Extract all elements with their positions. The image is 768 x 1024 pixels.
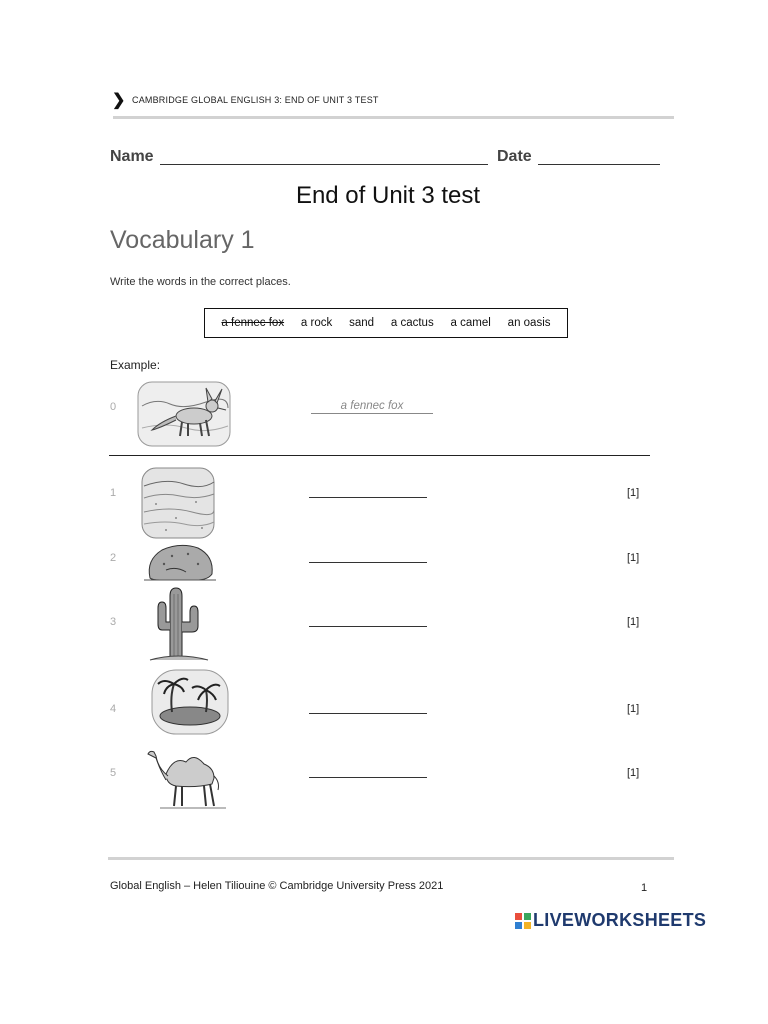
footer-credit: Global English – Helen Tiliouine © Cambridge University Press 2021 <box>110 880 444 892</box>
answer-field[interactable] <box>309 497 427 498</box>
example-answer: a fennec fox <box>311 400 433 414</box>
example-label: Example: <box>110 358 161 372</box>
header-divider <box>113 116 674 119</box>
word-bank-item: sand <box>349 317 375 329</box>
question-number: 0 <box>110 401 117 413</box>
page-number: 1 <box>641 882 648 894</box>
answer-field[interactable] <box>309 562 427 563</box>
section-title: Vocabulary 1 <box>110 226 255 254</box>
series-title: CAMBRIDGE GLOBAL ENGLISH 3: END OF UNIT 3 TEST <box>132 95 379 105</box>
rock-picture <box>136 540 220 584</box>
fennec-fox-picture <box>136 372 232 448</box>
word-bank-item: a rock <box>300 317 333 329</box>
mark-label: [1] <box>627 487 640 499</box>
date-label: Date <box>497 148 532 165</box>
oasis-picture <box>136 666 232 738</box>
answer-field[interactable] <box>309 777 427 778</box>
word-bank-item: an oasis <box>507 317 551 329</box>
answer-field[interactable] <box>309 626 427 627</box>
word-bank <box>204 308 568 338</box>
section-divider <box>109 455 650 456</box>
camel-picture <box>136 742 232 810</box>
date-field[interactable] <box>538 164 660 165</box>
mark-label: [1] <box>627 767 640 779</box>
cactus-picture <box>136 586 220 664</box>
instruction-text: Write the words in the correct places. <box>110 276 291 288</box>
liveworksheets-wordmark: LIVEWORKSHEETS <box>533 910 707 930</box>
liveworksheets-logo[interactable] <box>515 910 706 931</box>
mark-label: [1] <box>627 616 640 628</box>
word-bank-item: a camel <box>450 317 491 329</box>
question-number: 1 <box>110 487 117 499</box>
question-number: 4 <box>110 703 117 715</box>
footer-divider <box>108 857 674 860</box>
question-number: 2 <box>110 552 117 564</box>
chevron-right-icon: ❯ <box>112 92 126 109</box>
sand-picture <box>136 464 220 540</box>
question-number: 3 <box>110 616 117 628</box>
answer-field[interactable] <box>309 713 427 714</box>
liveworksheets-grid-icon <box>515 913 531 929</box>
name-label: Name <box>110 148 154 165</box>
question-number: 5 <box>110 767 117 779</box>
mark-label: [1] <box>627 552 640 564</box>
name-field[interactable] <box>160 164 488 165</box>
word-bank-item: a fennec fox <box>221 317 285 329</box>
mark-label: [1] <box>627 703 640 715</box>
page-title: End of Unit 3 test <box>295 182 481 209</box>
word-bank-item: a cactus <box>390 317 434 329</box>
